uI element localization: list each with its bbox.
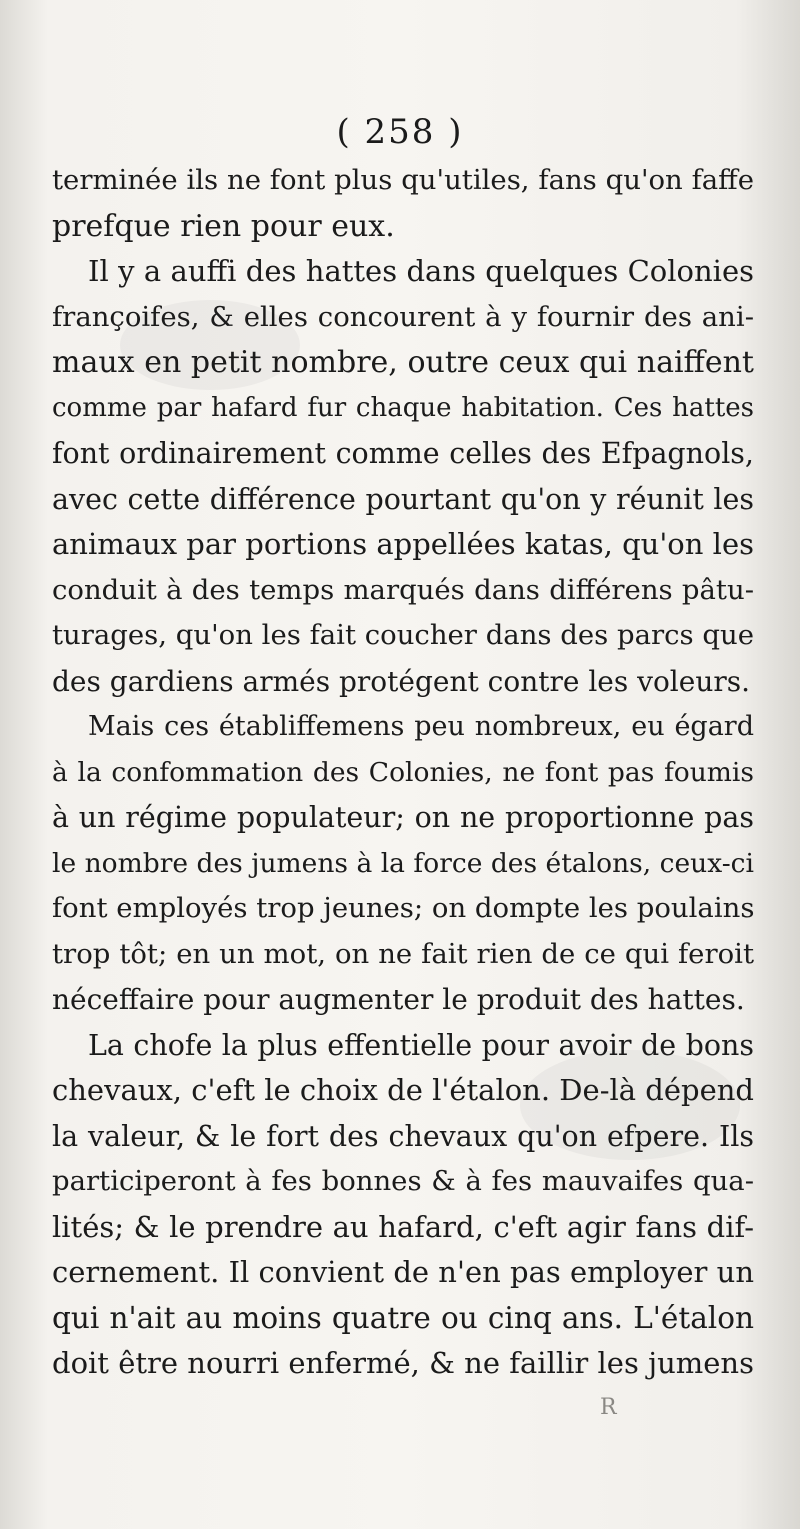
body-text <box>52 158 754 1387</box>
text-line: comme par hafard fur chaque habitation. Ces hattes <box>52 392 754 423</box>
text-line: doit être nourri enfermé, & ne faillir les jumens <box>52 1346 754 1380</box>
text-line: à la confommation des Colonies, ne font pas foumis <box>52 756 754 788</box>
text-line: trop tôt; en un mot, on ne fait rien de ce qui feroit <box>52 937 754 970</box>
text-line: maux en petit nombre, outre ceux qui naiffent <box>52 345 754 380</box>
page-number: ( 258 ) <box>336 112 464 152</box>
text-line: françoifes, & elles concourent à y fournir des ani- <box>52 300 754 333</box>
text-line: turages, qu'on les fait coucher dans des parcs que <box>52 619 754 651</box>
text-line: avec cette différence pourtant qu'on y réunit les <box>52 482 754 516</box>
text-line: participeront à fes bonnes & à fes mauvaifes qua- <box>52 1165 754 1197</box>
text-line: des gardiens armés protégent contre les voleurs. <box>52 664 751 698</box>
text-line: conduit à des temps marqués dans différens pâtu- <box>52 573 754 606</box>
text-line: qui n'ait au moins quatre ou cinq ans. L'étalon <box>52 1300 754 1335</box>
text-line: chevaux, c'eft le choix de l'étalon. De-là dépend <box>52 1073 754 1107</box>
text-line: néceffaire pour augmenter le produit des hattes. <box>52 983 745 1016</box>
text-line: cernement. Il convient de n'en pas employer un <box>52 1255 754 1289</box>
text-line: à un régime populateur; on ne proportionne pas <box>52 801 754 834</box>
text-line: la valeur, & le fort des chevaux qu'on efpere. Ils <box>52 1119 754 1153</box>
text-line: font employés trop jeunes; on dompte les poulains <box>52 892 755 924</box>
text-line: La chofe la plus effentielle pour avoir de bons <box>88 1028 754 1062</box>
text-line: prefque rien pour eux. <box>52 208 395 244</box>
text-line: animaux par portions appellées katas, qu'on les <box>52 527 754 561</box>
text-line: font ordinairement comme celles des Efpagnols, <box>52 437 754 470</box>
text-line: terminée ils ne font plus qu'utiles, fans qu'on faffe <box>52 164 754 196</box>
text-line: le nombre des jumens à la force des étalons, ceux-ci <box>52 847 754 879</box>
text-line: Il y a auffi des hattes dans quelques Colonies <box>88 254 754 288</box>
text-line: Mais ces établiffemens peu nombreux, eu égard <box>88 711 754 742</box>
text-line: lités; & le prendre au hafard, c'eft agir fans dif- <box>52 1209 754 1244</box>
signature-mark: R <box>600 1395 617 1420</box>
